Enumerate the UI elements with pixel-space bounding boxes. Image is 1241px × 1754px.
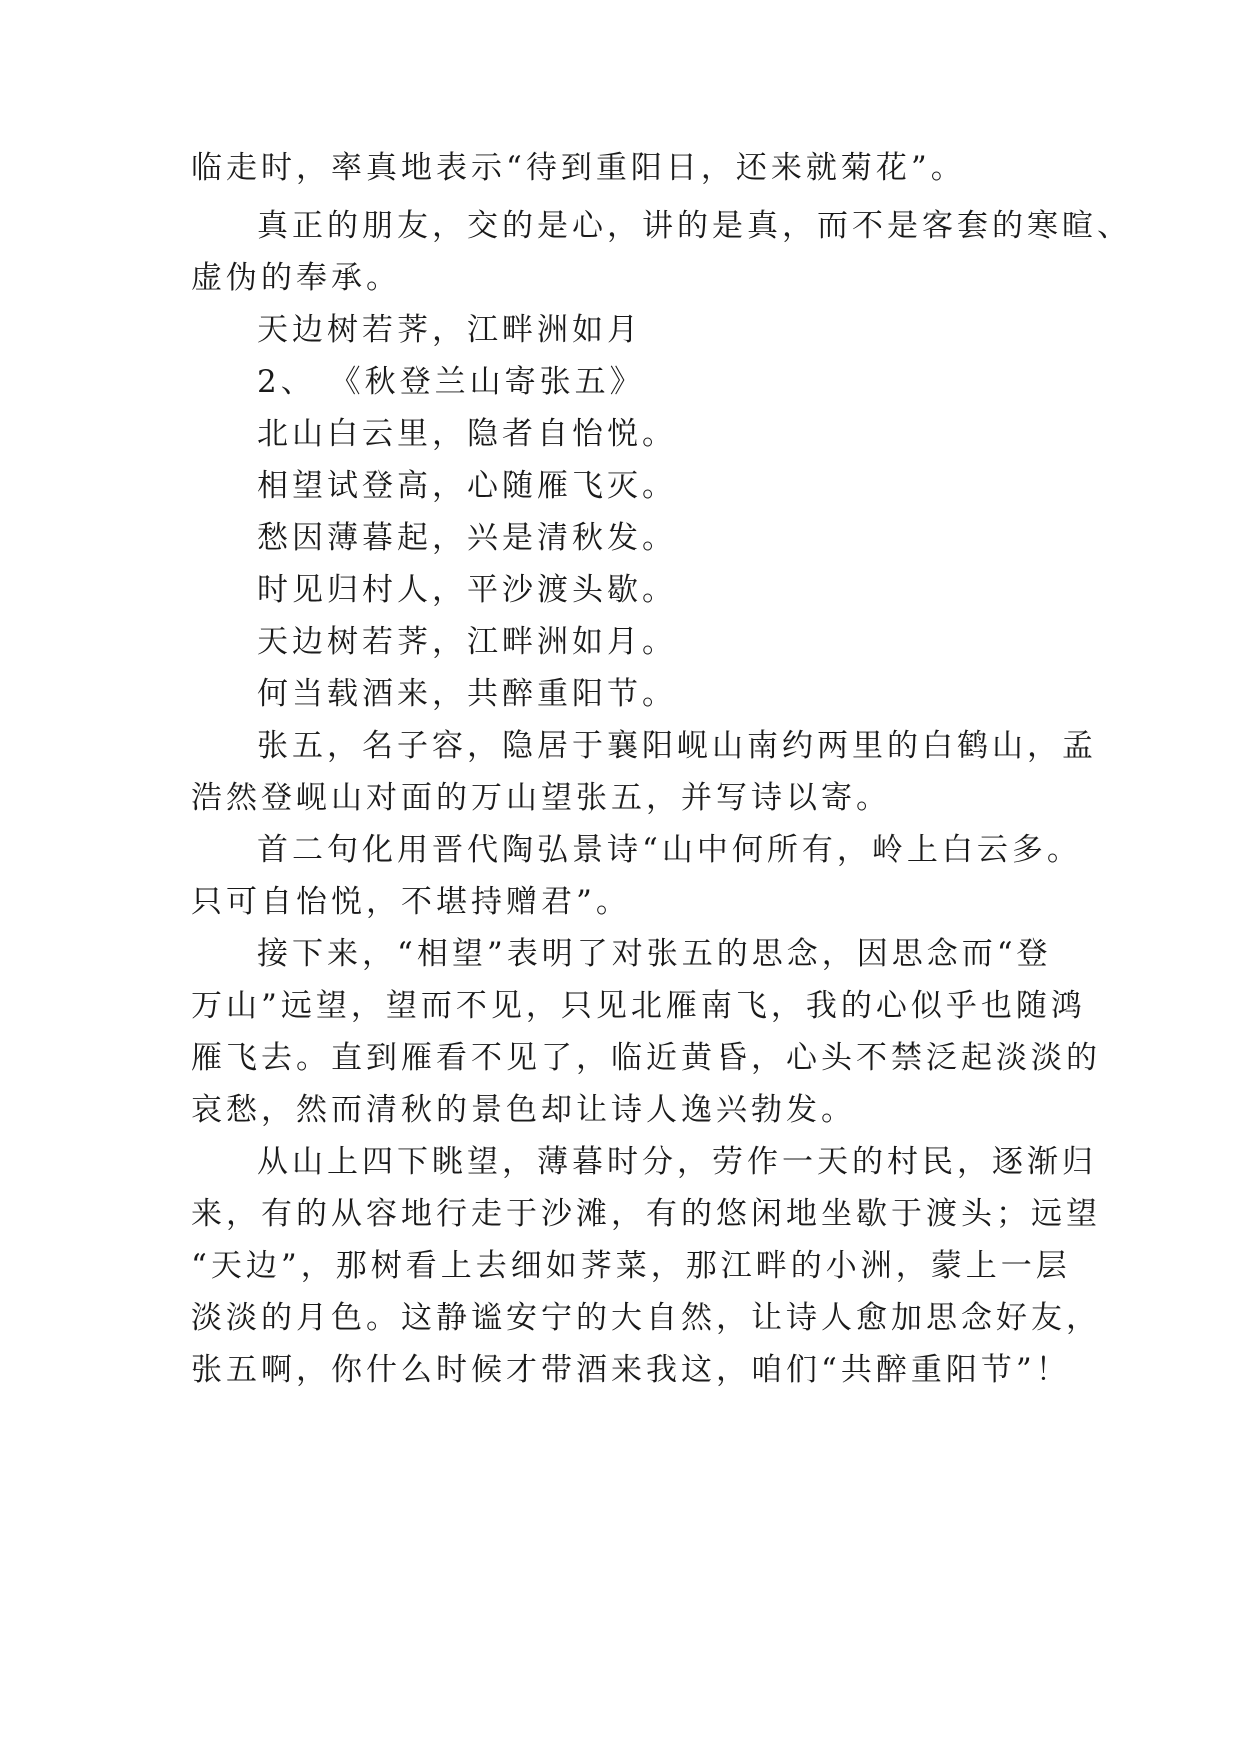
text-line: 愁因薄暮起，兴是清秋发。 bbox=[257, 520, 677, 556]
text-line: “天边”，那树看上去细如荠菜，那江畔的小洲，蒙上一层 bbox=[191, 1248, 1071, 1284]
text-line: 北山白云里，隐者自怡悦。 bbox=[257, 416, 677, 452]
text-line: 来，有的从容地行走于沙滩，有的悠闲地坐歇于渡头；远望 bbox=[191, 1196, 1101, 1232]
text-line: 雁飞去。直到雁看不见了，临近黄昏，心头不禁泛起淡淡的 bbox=[191, 1040, 1101, 1076]
text-line: 何当载酒来，共醉重阳节。 bbox=[257, 676, 677, 712]
text-line: 万山”远望，望而不见，只见北雁南飞，我的心似乎也随鸿 bbox=[191, 988, 1086, 1024]
text-line: 淡淡的月色。这静谧安宁的大自然，让诗人愈加思念好友， bbox=[191, 1300, 1101, 1336]
text-line: 时见归村人，平沙渡头歇。 bbox=[257, 572, 677, 608]
text-line: 天边树若荠，江畔洲如月。 bbox=[257, 624, 677, 660]
text-line: 只可自怡悦，不堪持赠君”。 bbox=[191, 884, 631, 920]
text-line: 虚伪的奉承。 bbox=[191, 260, 401, 296]
text-line: 哀愁，然而清秋的景色却让诗人逸兴勃发。 bbox=[191, 1092, 856, 1128]
text-line: 浩然登岘山对面的万山望张五，并写诗以寄。 bbox=[191, 780, 891, 816]
text-line: 真正的朋友，交的是心，讲的是真，而不是客套的寒暄、 bbox=[257, 208, 1132, 244]
text-line: 2、 《秋登兰山寄张五》 bbox=[257, 364, 645, 400]
text-line: 天边树若荠，江畔洲如月 bbox=[257, 312, 642, 348]
text-line: 张五，名子容，隐居于襄阳岘山南约两里的白鹤山，孟 bbox=[257, 728, 1097, 764]
text-line: 临走时，率真地表示“待到重阳日，还来就菊花”。 bbox=[191, 150, 966, 186]
text-line: 从山上四下眺望，薄暮时分，劳作一天的村民，逐渐归 bbox=[257, 1144, 1097, 1180]
text-line: 张五啊，你什么时候才带酒来我这，咱们“共醉重阳节”！ bbox=[191, 1352, 1071, 1388]
text-line: 相望试登高，心随雁飞灭。 bbox=[257, 468, 677, 504]
text-line: 接下来，“相望”表明了对张五的思念，因思念而“登 bbox=[257, 936, 1052, 972]
text-line: 首二句化用晋代陶弘景诗“山中何所有，岭上白云多。 bbox=[257, 832, 1082, 868]
